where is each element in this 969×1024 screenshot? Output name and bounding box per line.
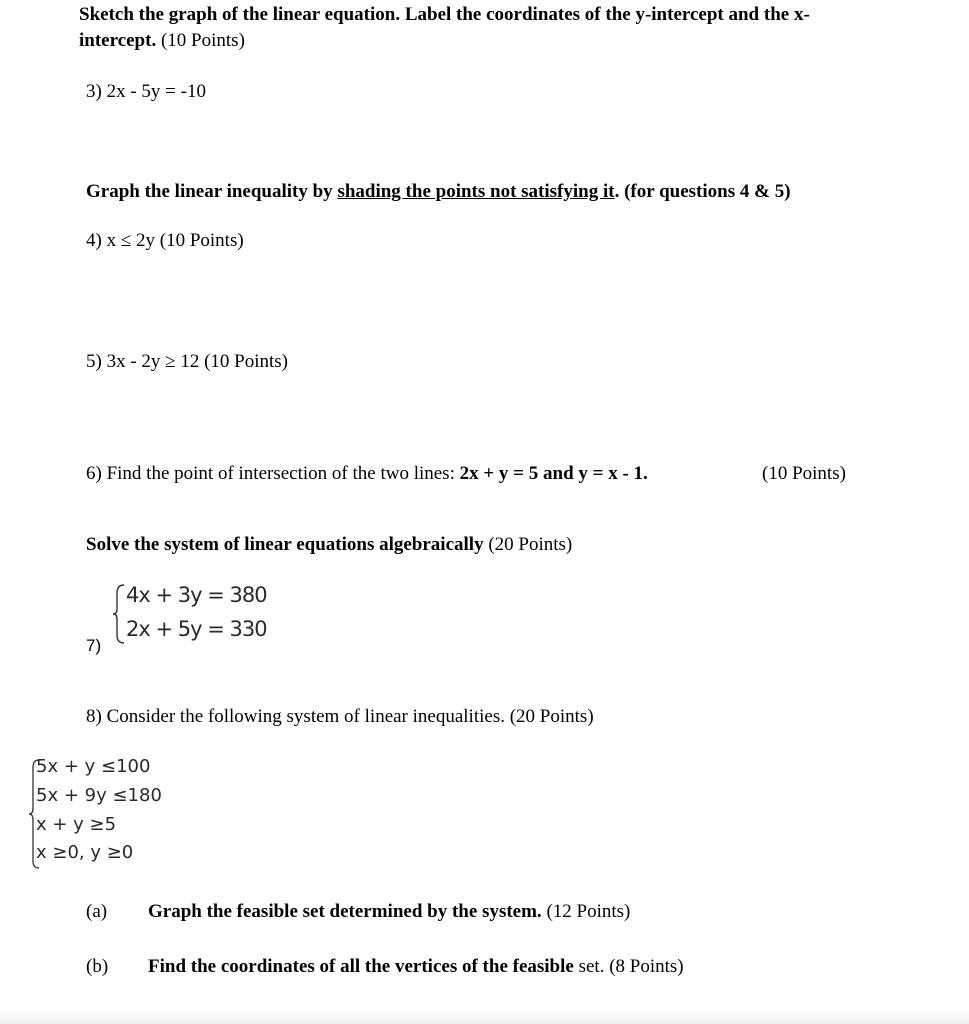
q3-points: (10 Points) — [156, 30, 245, 51]
q8-system — [28, 756, 208, 872]
q3-problem: 3) 2x - 5y = -10 — [86, 81, 206, 102]
q3-heading-text2: intercept. — [79, 30, 157, 51]
q7-points: (20 Points) — [483, 534, 573, 555]
q45-heading-a: Graph the linear inequality by — [86, 181, 338, 202]
q45-heading-b: . (for questions 4 & 5) — [614, 181, 791, 202]
q45-heading-underlined: shading the points not satisfying it — [337, 181, 615, 202]
q8-part-a-points: (12 Points) — [541, 901, 631, 922]
q6-equations: 2x + y = 5 and y = x - 1. — [459, 463, 648, 484]
q7-system — [112, 583, 272, 645]
page-bottom-edge — [0, 1010, 969, 1024]
q3-heading-line2 — [79, 30, 245, 52]
q5-problem: 5) 3x - 2y ≥ 12 (10 Points) — [86, 351, 289, 372]
q7-heading-text: Solve the system of linear equations algebraically — [86, 534, 484, 555]
q8-ineq1: 5x + y ≤100 — [36, 756, 151, 777]
q7-label: 7) — [86, 636, 102, 655]
q6-text: 6) Find the point of intersection of the two lines: — [86, 463, 460, 484]
q8-part-a — [148, 901, 630, 923]
q8-ineq2: 5x + 9y ≤180 — [36, 785, 162, 806]
q8-part-b-rest: set. (8 Points) — [573, 956, 684, 977]
q3-heading-text: Sketch the graph of the linear equation. Label the coordinates of the y-intercept and the x- — [79, 4, 810, 25]
q8-ineq3: x + y ≥5 — [36, 814, 117, 835]
q45-heading — [86, 181, 791, 203]
q7-eq1: 4x + 3y = 380 — [126, 583, 267, 607]
q7-eq2: 2x + 5y = 330 — [126, 617, 267, 641]
q3-heading-line1 — [79, 4, 810, 26]
q4-problem: 4) x ≤ 2y (10 Points) — [86, 230, 244, 251]
q6-problem — [86, 463, 648, 485]
q8-part-a-label: (a) — [86, 901, 108, 922]
q8-part-a-text: Graph the feasible set determined by the system. — [148, 901, 542, 922]
q8-ineq4: x ≥0, y ≥0 — [36, 842, 134, 863]
q7-heading — [86, 534, 572, 556]
q6-points: (10 Points) — [762, 463, 846, 484]
q8-part-b-text: Find the coordinates of all the vertices of the feasible — [148, 956, 574, 977]
q8-part-b-label: (b) — [86, 956, 109, 977]
left-brace-icon — [112, 583, 126, 645]
q8-problem: 8) Consider the following system of linear inequalities. (20 Points) — [86, 706, 594, 727]
q8-part-b — [148, 956, 684, 978]
